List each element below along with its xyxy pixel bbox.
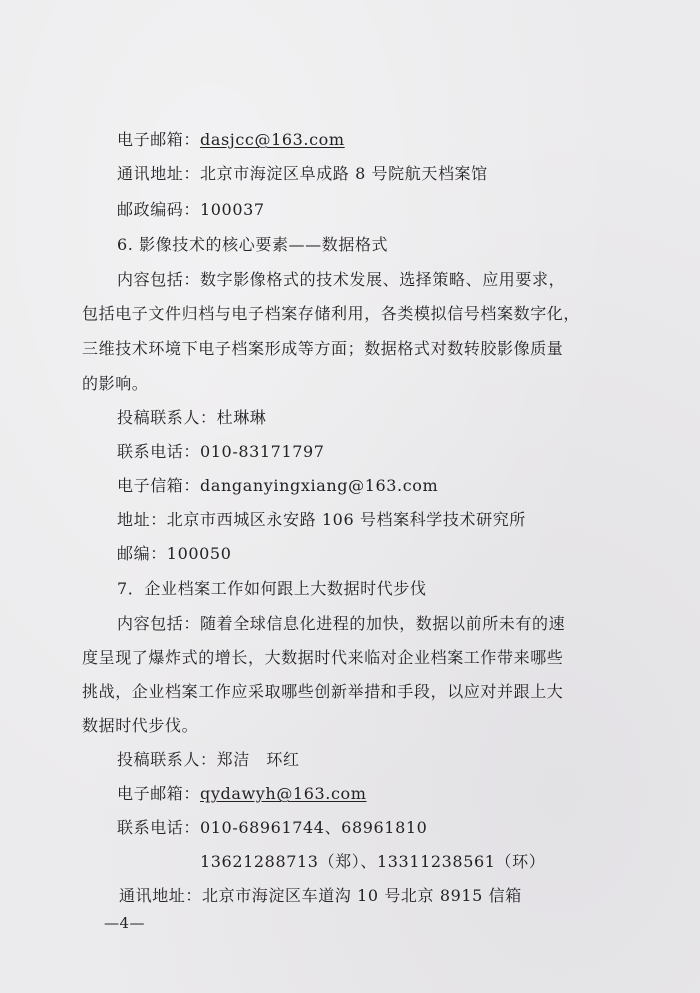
content-line: 包括电子文件归档与电子档案存储利用，各类模拟信号档案数字化，	[82, 304, 581, 323]
mobile-line: 13621288713（郑）、13311238561（环）	[200, 852, 546, 871]
section-title-7: 7．企业档案工作如何跟上大数据时代步伐	[117, 579, 427, 598]
contact-line: 投稿联系人：郑洁 环红	[117, 750, 300, 769]
address-line: 通讯地址：北京市海淀区车道沟 10 号北京 8915 信箱	[119, 886, 522, 905]
page-number: —4—	[104, 914, 146, 932]
email-label: 电子邮箱：	[117, 130, 201, 149]
phone-line: 联系电话：010-68961744、68961810	[117, 818, 428, 837]
email-label: 电子邮箱：	[117, 784, 201, 803]
content-line: 三维技术环境下电子档案形成等方面；数据格式对数转胶影像质量	[82, 339, 564, 358]
email-address[interactable]: qydawyh@163.com	[200, 784, 367, 803]
postcode-line: 邮政编码：100037	[117, 200, 265, 219]
content-line: 数据时代步伐。	[82, 716, 199, 735]
postcode-line: 邮编：100050	[117, 544, 232, 563]
content-line: 度呈现了爆炸式的增长，大数据时代来临对企业档案工作带来哪些	[82, 648, 564, 667]
section-title-6: 6. 影像技术的核心要素——数据格式	[117, 235, 389, 254]
contact-line: 投稿联系人：杜琳琳	[117, 408, 267, 427]
content-line: 的影响。	[82, 374, 149, 393]
address-line: 地址：北京市西城区永安路 106 号档案科学技术研究所	[117, 510, 526, 529]
email-line: 电子信箱：danganyingxiang@163.com	[117, 476, 439, 495]
address-line: 通讯地址：北京市海淀区阜成路 8 号院航天档案馆	[117, 164, 488, 183]
content-line: 内容包括：随着全球信息化进程的加快，数据以前所未有的速	[117, 614, 566, 633]
email-address[interactable]: dasjcc@163.com	[200, 130, 345, 149]
email-line	[117, 782, 367, 806]
content-line: 挑战，企业档案工作应采取哪些创新举措和手段，以应对并跟上大	[82, 682, 564, 701]
email-line	[117, 128, 345, 152]
phone-line: 联系电话：010-83171797	[117, 442, 325, 461]
content-line: 内容包括：数字影像格式的技术发展、选择策略、应用要求，	[117, 270, 566, 289]
